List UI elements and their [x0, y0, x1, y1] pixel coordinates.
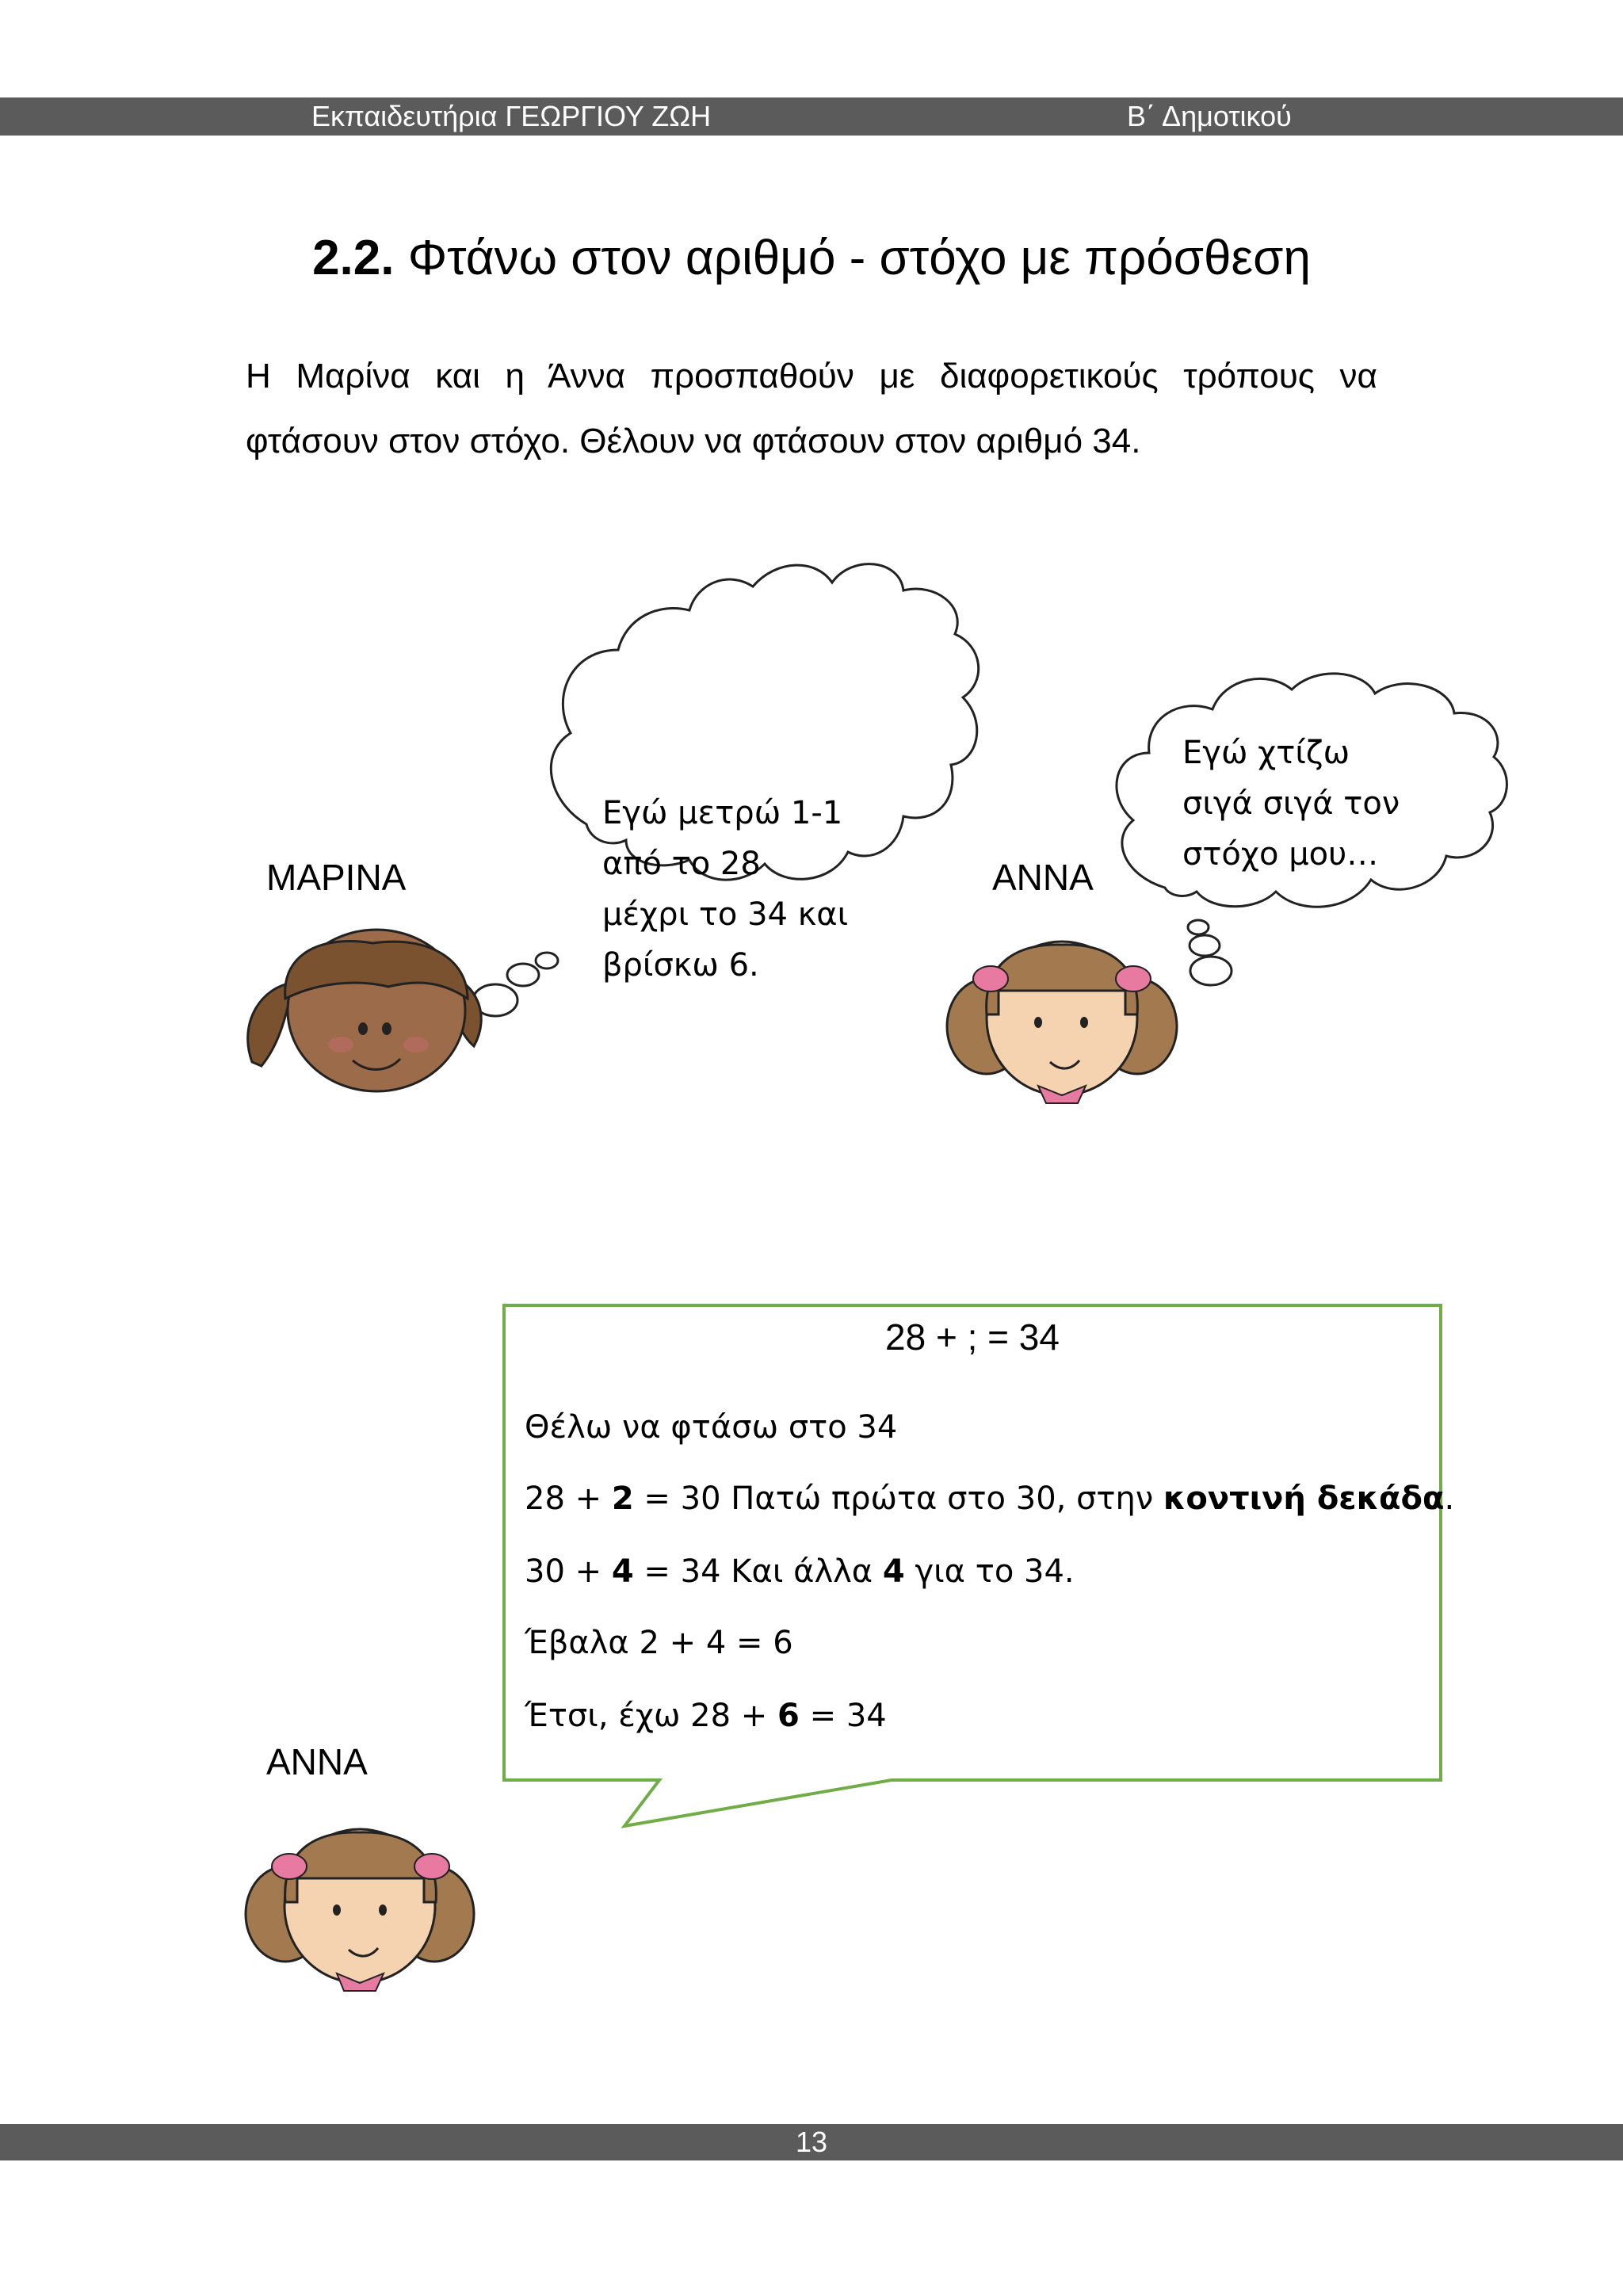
marina-bubble-line: Εγώ μετρώ 1-1 [602, 795, 843, 831]
anna-name-bottom: ΑΝΝΑ [266, 1741, 368, 1782]
box-text: = 30 Πατώ πρώτα στο 30, στην [633, 1480, 1163, 1517]
page-number: 13 [795, 2126, 828, 2158]
box-line-4: Έβαλα 2 + 4 = 6 [525, 1625, 793, 1661]
box-line-2 [525, 1480, 1454, 1517]
intro-paragraph: Η Μαρίνα και η Άννα προσπαθούν με διαφορετικούς τρόπους να φτάσουν στον στόχο. Θέλουν να φτάσουν στον αριθμό 34. [246, 357, 1377, 460]
box-bold: 6 [777, 1698, 800, 1734]
marina-bubble-line: από το 28 [602, 846, 761, 882]
box-bold: 4 [882, 1553, 905, 1590]
box-line-1: Θέλω να φτάσω στο 34 [525, 1409, 898, 1446]
anna-bubble-text [1182, 728, 1400, 880]
box-text: 28 + [525, 1480, 612, 1517]
section-title: Φτάνω στον αριθμό - στόχο με πρόσθεση [394, 231, 1311, 285]
marina-bubble-text [602, 788, 848, 991]
anna-bubble-line: Εγώ χτίζω [1182, 735, 1350, 771]
box-text: = 34 Και άλλα [633, 1553, 883, 1590]
box-bold: 4 [611, 1553, 634, 1590]
marina-face [248, 930, 482, 1091]
anna-bubble-line: στόχο μου… [1182, 836, 1379, 873]
box-line-5 [525, 1698, 887, 1734]
marina-bubble-line: μέχρι το 34 και [602, 896, 849, 933]
box-equation: 28 + ; = 34 [885, 1316, 1060, 1358]
anna-face-bottom [246, 1829, 474, 1991]
footer-bar [0, 2124, 1623, 2160]
marina-name: ΜΑΡΙΝΑ [266, 857, 407, 898]
box-bold: 2 [611, 1480, 634, 1517]
anna-name: ΑΝΝΑ [992, 857, 1094, 898]
anna-face-top [947, 942, 1177, 1103]
header-school: Εκπαιδευτήρια ΓΕΩΡΓΙΟΥ ΖΩΗ [311, 100, 712, 132]
box-text: Έτσι, έχω 28 + [525, 1698, 778, 1734]
marina-bubble-line: βρίσκω 6. [602, 947, 759, 984]
box-text: για το 34. [904, 1553, 1075, 1590]
box-text: . [1444, 1480, 1455, 1517]
box-line-3 [525, 1553, 1075, 1590]
box-bold: κοντινή δεκάδα [1163, 1480, 1445, 1517]
anna-bubble-line: σιγά σιγά τον [1182, 785, 1400, 822]
box-text: = 34 [799, 1698, 887, 1734]
header-grade: Β΄ Δημοτικού [1127, 100, 1292, 132]
section-number: 2.2. [312, 231, 395, 285]
box-text: 30 + [525, 1553, 612, 1590]
